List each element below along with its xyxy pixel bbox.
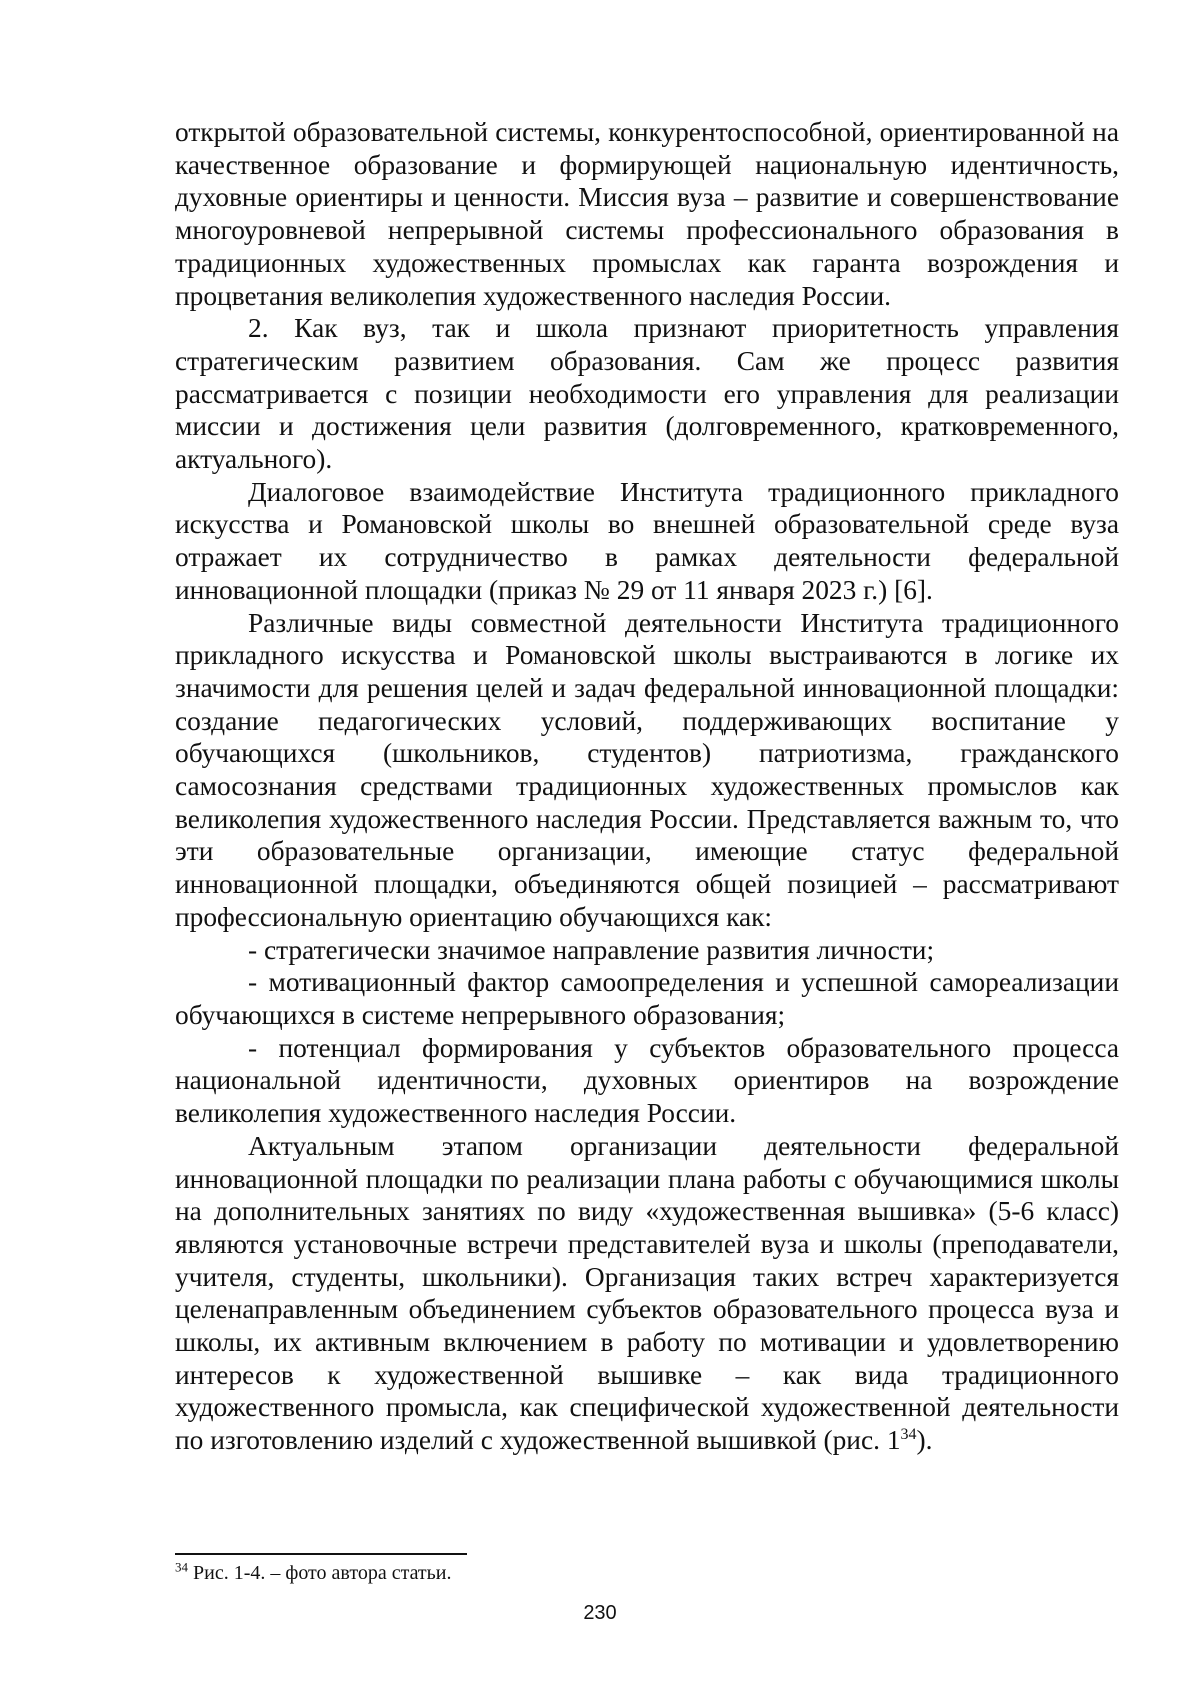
paragraph-joint-activities: Различные виды совместной деятельности Института традиционного прикладного искусства и Романовской школы выстраиваются в логике их значимости для решения целей и задач федеральной инновационной площадки: создание педагогических условий, поддерживающих воспитание у обучающихся (школьников, студентов) патриотизма, гражданского самосознания средствами традиционных художественных промыслов как великолепия художественного наследия России. Представляется важным то, что эти образовательные организации, имеющие статус федеральной инновационной площадки, объединяются общей позицией – рассматривают профессиональную ориентацию обучающихся как:: [175, 607, 1119, 932]
paragraph-mission: открытой образовательной системы, конкурентоспособной, ориентированной на качественное образование и формирующей национальную идентичность, духовные ориентиры и ценности. Миссия вуза – развитие и совершенствование многоуровневой непрерывной системы профессионального образования в традиционных художественных промыслах как гаранта возрождения и процветания великолепия художественного наследия России.: [175, 117, 1119, 311]
body-text: [175, 116, 1119, 1457]
footnote: [175, 1560, 1075, 1586]
paragraph-strategic-management: 2. Как вуз, так и школа признают приоритетность управления стратегическим развитием образования. Сам же процесс развития рассматривается с позиции необходимости его управления для реализации миссии и достижения цели развития (долговременного, кратковременного, актуального).: [175, 313, 1119, 475]
paragraph-current-stage: [175, 1130, 1119, 1457]
footnote-reference: 34: [900, 1426, 917, 1443]
paragraph-current-stage-end: ).: [916, 1425, 933, 1456]
paragraph-dialogue-interaction: Диалоговое взаимодействие Института традиционного прикладного искусства и Романовской школы во внешней образовательной среде вуза отражает их сотрудничество в рамках деятельности федеральной инновационной площадки (приказ № 29 от 11 января 2023 г.) [6].: [175, 476, 1119, 605]
list-item: - мотивационный фактор самоопределения и успешной самореализации обучающихся в системе непрерывного образования;: [175, 967, 1119, 1030]
page-number: 230: [583, 1602, 617, 1624]
footnote-separator: [175, 1553, 467, 1555]
footnote-text: Рис. 1-4. – фото автора статьи.: [188, 1562, 452, 1584]
list-item: - потенциал формирования у субъектов образовательного процесса национальной идентичности, духовных ориентиров на возрождение великолепия художественного наследия России.: [175, 1032, 1119, 1129]
list-item: - стратегически значимое направление развития личности;: [248, 934, 935, 965]
footnote-marker: 34: [175, 1559, 188, 1575]
paragraph-current-stage-text: Актуальным этапом организации деятельности федеральной инновационной площадки по реализации плана работы с обучающимися школы на дополнительных занятиях по виду «художественная вышивка» (5-6 класс) являются установочные встречи представителей вуза и школы (преподаватели, учителя, студенты, школьники). Организация таких встреч характеризуется целенаправленным объединением субъектов образовательного процесса вуза и школы, их активным включением в работу по мотивации и удовлетворению интересов к художественной вышивке – как вида традиционного художественного промысла, как специфической художественной деятельности по изготовлению изделий с художественной вышивкой (рис. 1: [175, 1130, 1119, 1456]
